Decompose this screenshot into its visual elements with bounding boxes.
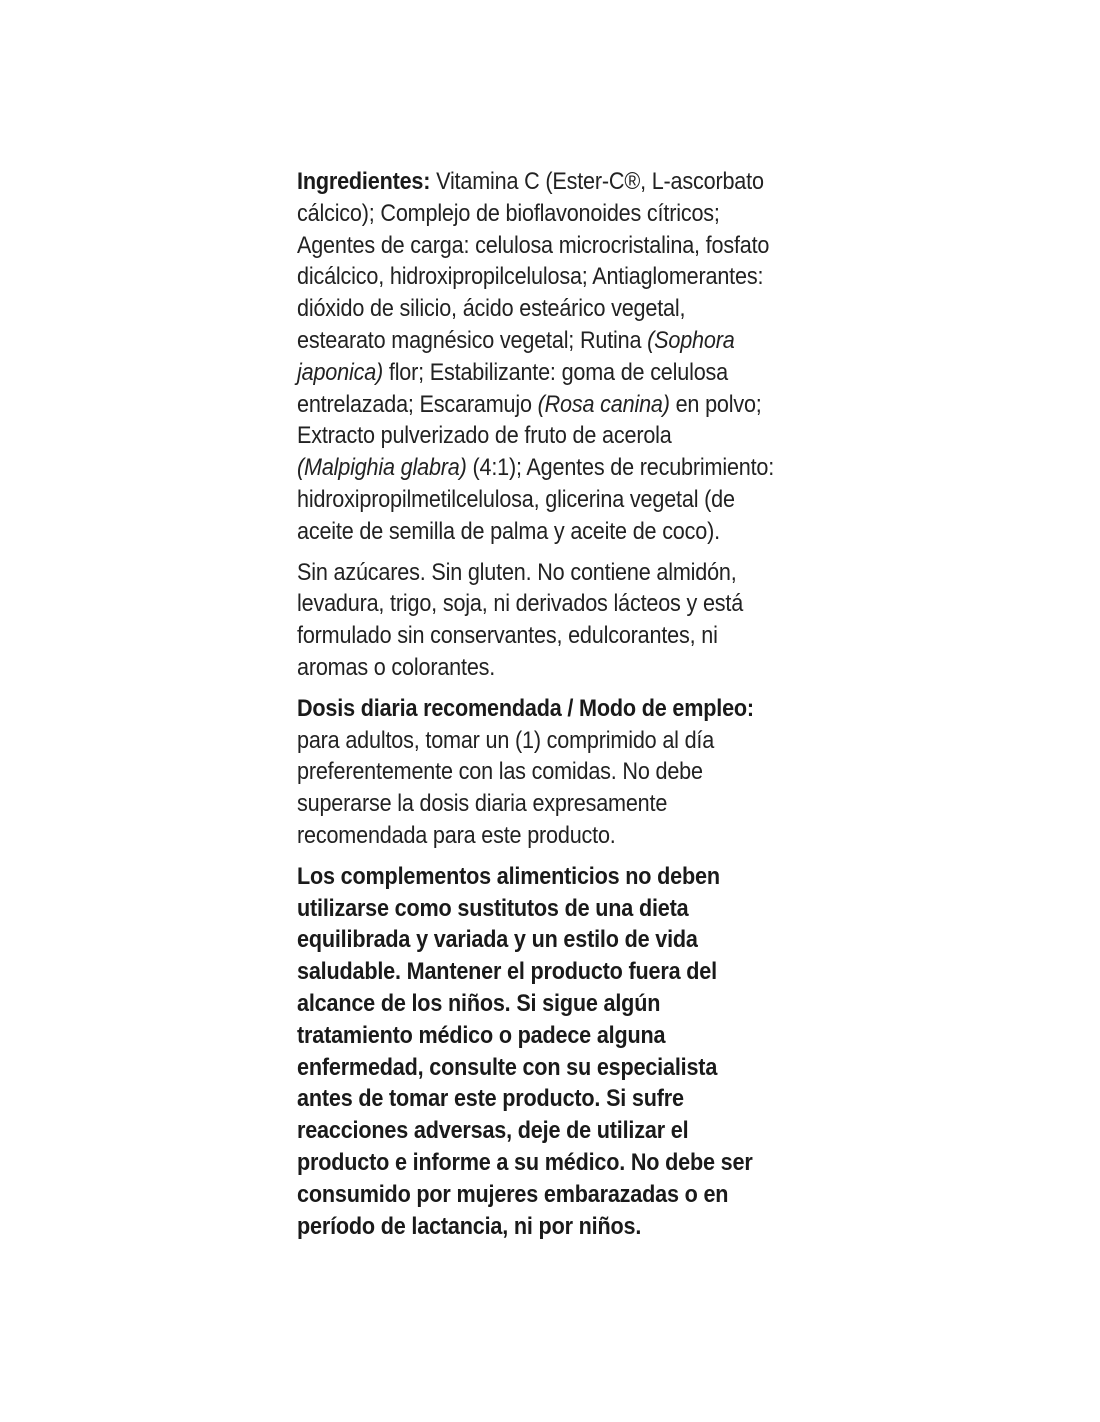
warning-line: tratamiento médico o padece alguna (297, 1021, 666, 1049)
ingredient-text: Agentes de carga: celulosa microcristalina, fosfato (297, 231, 770, 259)
warning-line: Los complementos alimenticios no deben (297, 862, 720, 890)
ingredient-text: cálcico); Complejo de bioflavonoides cítricos; (297, 199, 720, 227)
free-from-lines (297, 557, 765, 684)
warning-line: período de lactancia, ni por niños. (297, 1212, 642, 1240)
free-from-section (297, 557, 765, 684)
latin-name: (Sophora (647, 326, 735, 354)
warning-line: producto e informe a su médico. No debe ser (297, 1148, 753, 1176)
ingredient-text: estearato magnésico vegetal; Rutina (297, 326, 648, 354)
ingredient-text: Extracto pulverizado de fruto de acerola (297, 422, 672, 450)
ingredients-line (297, 389, 765, 421)
dosage-line: recomendada para este producto. (297, 821, 616, 849)
latin-name: (Rosa canina) (537, 390, 670, 418)
ingredient-text: flor; Estabilizante: goma de celulosa (383, 358, 729, 386)
dosage-lines (297, 725, 765, 852)
ingredients-line (297, 420, 765, 452)
warning-section (297, 861, 765, 1243)
dosage-heading: Dosis diaria recomendada / Modo de empleo: (297, 694, 754, 722)
warning-line: antes de tomar este producto. Si sufre (297, 1085, 684, 1113)
free-from-line: Sin azúcares. Sin gluten. No contiene almidón, (297, 558, 737, 586)
ingredients-line (297, 261, 765, 293)
ingredients-line (297, 325, 765, 357)
dosage-section (297, 693, 765, 852)
ingredients-line (297, 166, 765, 198)
ingredients-line (297, 516, 765, 548)
ingredient-text: aceite de semilla de palma y aceite de coco). (297, 517, 720, 545)
free-from-line: levadura, trigo, soja, ni derivados lácteos y está (297, 590, 744, 618)
warning-line: equilibrada y variada y un estilo de vida (297, 926, 698, 954)
ingredient-text: entrelazada; Escaramujo (297, 390, 538, 418)
ingredients-line (297, 484, 765, 516)
ingredients-line (297, 357, 765, 389)
ingredients-line (297, 452, 775, 484)
ingredient-text: (4:1); Agentes de recubrimiento: (466, 454, 775, 482)
warning-line: alcance de los niños. Si sigue algún (297, 989, 661, 1017)
ingredients-lines (297, 166, 775, 548)
ingredients-line (297, 293, 765, 325)
ingredient-text: hidroxipropilmetilcelulosa, glicerina vegetal (de (297, 485, 735, 513)
latin-name: (Malpighia glabra) (297, 454, 467, 482)
dosage-line: superarse la dosis diaria expresamente (297, 790, 668, 818)
warning-lines (297, 861, 765, 1243)
ingredient-text: en polvo; (669, 390, 762, 418)
ingredients-line (297, 230, 770, 262)
warning-line: saludable. Mantener el producto fuera del (297, 958, 717, 986)
free-from-line: formulado sin conservantes, edulcorantes, ni (297, 622, 718, 650)
free-from-line: aromas o colorantes. (297, 653, 496, 681)
ingredients-section (297, 166, 775, 548)
ingredient-text: Vitamina C (Ester-C®, L-ascorbato (430, 168, 764, 195)
warning-line: reacciones adversas, deje de utilizar el (297, 1117, 689, 1145)
dosage-line: preferentemente con las comidas. No debe (297, 758, 703, 786)
warning-line: enfermedad, consulte con su especialista (297, 1053, 718, 1081)
ingredient-text: dióxido de silicio, ácido esteárico vegetal, (297, 295, 686, 323)
dosage-line: para adultos, tomar un (1) comprimido al día (297, 726, 715, 754)
ingredients-heading: Ingredientes: (297, 168, 431, 195)
product-label-text (297, 166, 775, 1242)
warning-line: consumido por mujeres embarazadas o en (297, 1180, 729, 1208)
ingredients-line (297, 198, 765, 230)
ingredient-text: dicálcico, hidroxipropilcelulosa; Antiaglomerantes: (297, 263, 764, 291)
warning-line: utilizarse como sustitutos de una dieta (297, 894, 689, 922)
latin-name: japonica) (297, 358, 384, 386)
